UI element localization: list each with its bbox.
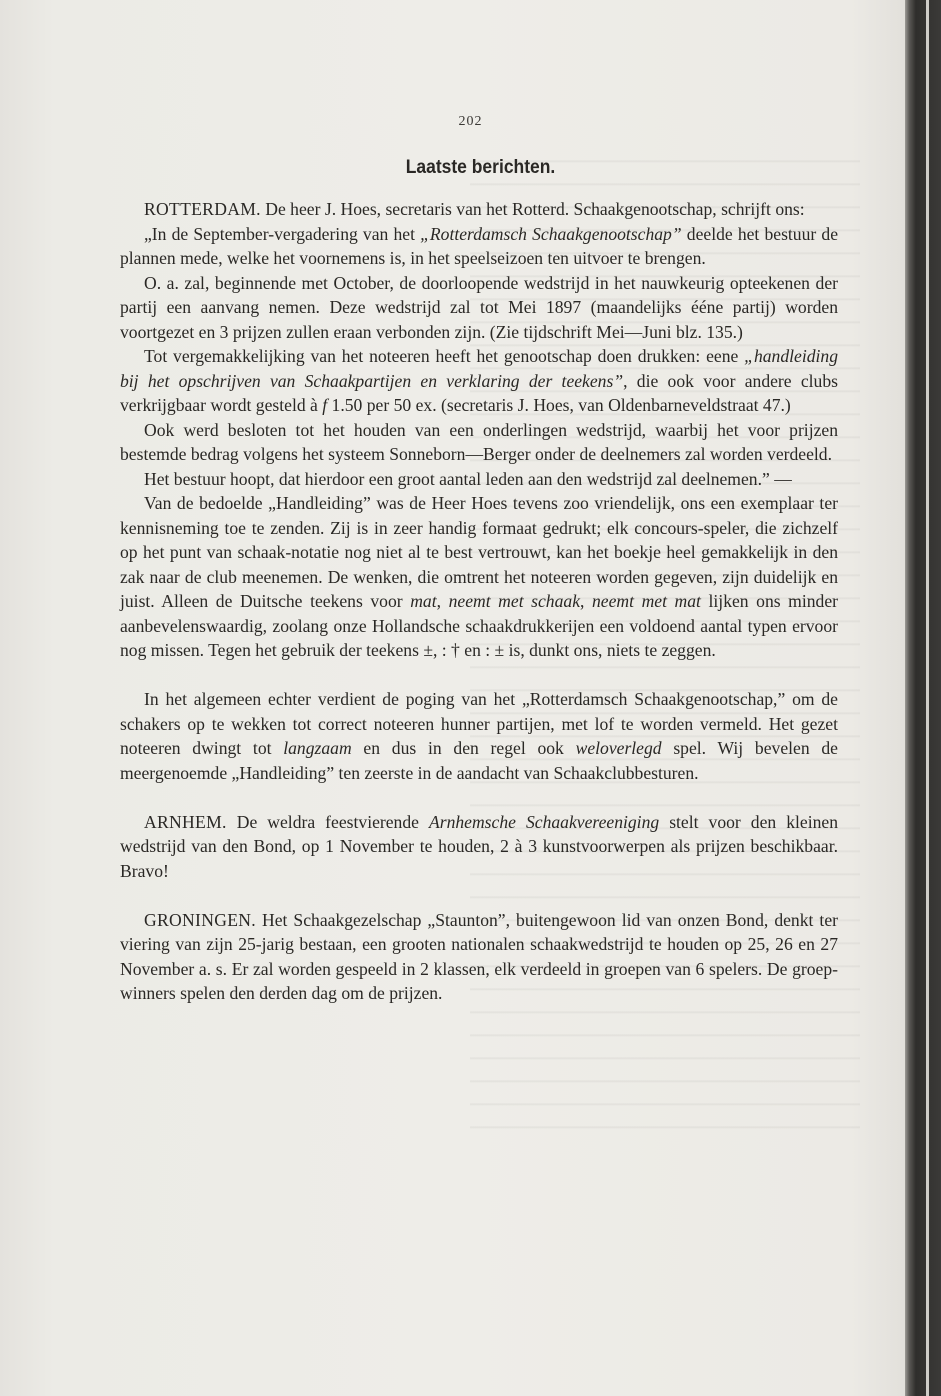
paragraph-groningen bbox=[120, 908, 838, 1006]
paragraph-arnhem bbox=[120, 810, 838, 884]
place-name: ARNHEM. bbox=[144, 811, 227, 832]
paragraph-text: , die ook voor andere clubs verkrijgbaar wordt gesteld à bbox=[120, 370, 838, 415]
place-name: ROTTERDAM. bbox=[144, 199, 261, 219]
paragraph-text: stelt voor den kleinen wedstrijd van den Bond, op 1 November te houden, 2 à 3 kunstvoorwerpen als prijzen beschikbaar. Bravo! bbox=[120, 811, 838, 881]
paragraph-text: Van de bedoelde „Handleiding” was de Heer Hoes tevens zoo vriendelijk, ons een exemplaar ter kennisneming toe te zenden. Zij is in zeer handig formaat gedrukt; elk concours-speler, die zichzelf op het punt van schaak-notatie nog niet al te best vertrouwt, kan het boekje heel gemakkelijk in den zak naar de club meenemen. De wenken, die omtrent het noteeren worden gegeven, zijn duidelijk en juist. Alleen de Duitsche teekens voor bbox=[120, 493, 838, 611]
page-number: 202 bbox=[458, 114, 483, 129]
section-heading: Laatste berichten. bbox=[405, 157, 556, 178]
paragraph-text: In het algemeen echter verdient de poging van het „Rotterdamsch Schaakgenootschap,” om de schakers op te wekken tot correct noteeren hunner partijen, met lof te worden vermeld. Het gezet noteeren dwingt tot bbox=[120, 689, 838, 758]
emphasis: neemt met mat bbox=[592, 591, 701, 611]
paragraph-text: , bbox=[580, 591, 592, 611]
paragraph-review bbox=[120, 491, 838, 663]
paragraph-conclusion bbox=[120, 687, 838, 785]
book-spine-edge bbox=[905, 0, 941, 1396]
paragraph-text: en dus in den regel ook bbox=[351, 738, 576, 758]
emphasis: langzaam bbox=[283, 738, 352, 758]
paragraph-rotterdam-intro bbox=[120, 197, 838, 222]
paragraph-text: Het Schaakgezelschap „Staunton”, buitengewoon lid van onzen Bond, denkt ter viering van zijn 25-jarig bestaan, een grooten nationalen schaakwedstrijd te houden op 25, 26 en 27 November a. s. Er zal worden gespeeld in 2 klassen, elk verdeeld in groepen van 6 spelers. De groep-winners spelen den derden dag om de prijzen. bbox=[120, 909, 838, 1003]
paragraph-text: , bbox=[436, 591, 449, 611]
paragraph-letter-start bbox=[120, 222, 838, 271]
paragraph-text: De heer J. Hoes, secretaris van het Rotterd. Schaakgenootschap, schrijft ons: bbox=[260, 199, 805, 219]
emphasis: „Rotterdamsch Schaakgenootschap” bbox=[420, 223, 682, 244]
paragraph-text: deelde het bestuur de plannen mede, welke het voornemens is, in het speelseizoen ten uitvoer te brengen. bbox=[120, 223, 838, 268]
paragraph-onderlinge-wedstrijd: Ook werd besloten tot het houden van een onderlingen wedstrijd, waarbij het voor prijzen bestemde bedrag volgens het systeem Sonneborn—Berger onder de deelnemers zal worden verdeeld. bbox=[120, 419, 838, 464]
paragraph-text: lijken ons minder aanbevelenswaardig, zoolang onze Hollandsche schaakdrukkerijen een voldoend aantal typen ervoor nog missen. Tegen het gebruik der teekens ±, : † en : ± is, dunkt ons, niets te zeggen. bbox=[120, 591, 839, 660]
emphasis: mat bbox=[410, 591, 437, 611]
emphasis: neemt met schaak bbox=[448, 591, 581, 611]
paragraph-text: „In de September-vergadering van het bbox=[144, 223, 421, 244]
page-edge-line bbox=[926, 0, 929, 1396]
paragraph-text: spel. Wij bevelen de meergenoemde „Handleiding” ten zeerste in de aandacht van Schaakclubbesturen. bbox=[120, 738, 838, 783]
paragraph-text: 1.50 per 50 ex. (secretaris J. Hoes, van Oldenbarneveldstraat 47.) bbox=[327, 395, 791, 415]
paragraph-bestuur-hoopt: Het bestuur hoopt, dat hierdoor een groot aantal leden aan den wedstrijd zal deelnemen.” — bbox=[144, 468, 792, 489]
emphasis: f bbox=[322, 395, 328, 415]
place-name: GRONINGEN. bbox=[144, 909, 256, 930]
paragraph-text: De weldra feestvierende bbox=[226, 811, 429, 832]
article-body bbox=[120, 197, 838, 1006]
emphasis: weloverlegd bbox=[575, 738, 662, 758]
emphasis: „handleiding bij het opschrijven van Schaakpartijen en verklaring der teekens” bbox=[120, 346, 838, 391]
paragraph-handleiding bbox=[120, 344, 838, 418]
emphasis: Arnhemsche Schaakvereeniging bbox=[428, 811, 660, 832]
paragraph-competition: O. a. zal, beginnende met October, de doorloopende wedstrijd in het nauwkeurig opteekenen der partij een aanvang nemen. Deze wedstrijd zal tot Mei 1897 (maandelijks ééne partij) worden voortgezet en 3 prijzen zullen eraan verbonden zijn. (Zie tijdschrift Mei—Juni blz. 135.) bbox=[120, 272, 838, 342]
paragraph-text: Tot vergemakkelijking van het noteeren heeft het genootschap doen drukken: eene bbox=[144, 346, 745, 366]
